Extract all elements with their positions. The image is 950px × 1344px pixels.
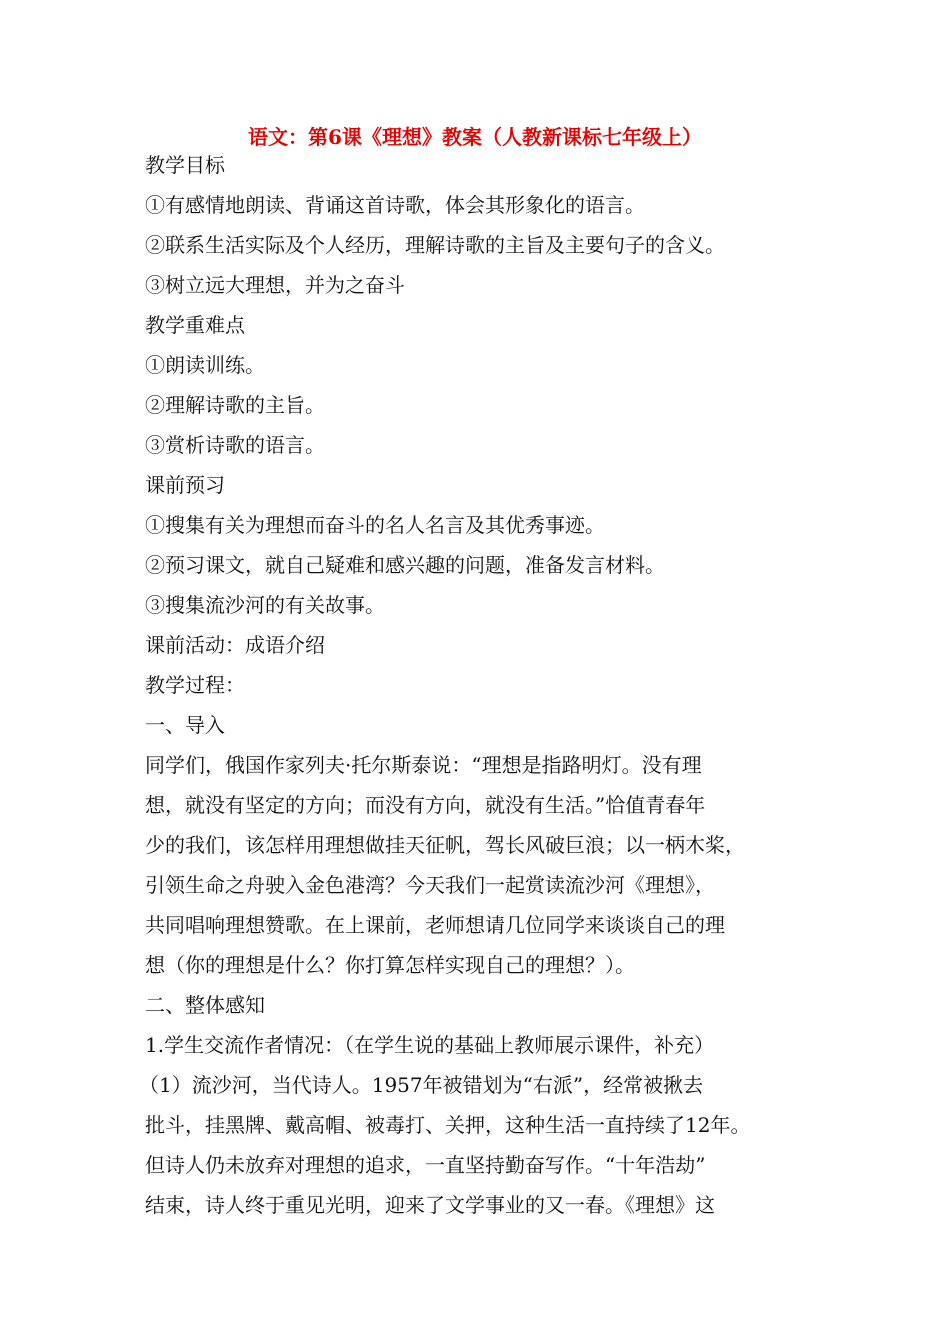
pre-class-activity: 课前活动：成语介绍 <box>145 633 325 657</box>
goal-item-2: ②联系生活实际及个人经历，理解诗歌的主旨及主要句子的含义。 <box>145 233 725 257</box>
heading-key-points: 教学重难点 <box>145 313 245 337</box>
paragraph-line: 但诗人仍未放弃对理想的追求，一直坚持勤奋写作。“十年浩劫” <box>145 1153 706 1177</box>
heading-teaching-process: 教学过程： <box>145 673 245 697</box>
paragraph-line: 少的我们，该怎样用理想做挂天征帆，驾长风破巨浪；以一柄木桨， <box>145 833 745 857</box>
paragraph-line: （1）流沙河，当代诗人。1957年被错划为“右派”，经常被揪去 <box>139 1073 704 1097</box>
goal-item-3: ③树立远大理想，并为之奋斗 <box>145 273 405 297</box>
key-point-item-2: ②理解诗歌的主旨。 <box>145 393 325 417</box>
preview-item-2: ②预习课文，就自己疑难和感兴趣的问题，准备发言材料。 <box>145 553 665 577</box>
goal-item-1: ①有感情地朗读、背诵这首诗歌，体会其形象化的语言。 <box>145 193 645 217</box>
key-point-item-1: ①朗读训练。 <box>145 353 265 377</box>
paragraph-line: 1.学生交流作者情况：（在学生说的基础上教师展示课件，补充） <box>145 1033 715 1057</box>
preview-item-1: ①搜集有关为理想而奋斗的名人名言及其优秀事迹。 <box>145 513 605 537</box>
paragraph-line: 想，就没有坚定的方向；而没有方向，就没有生活。”恰值青春年 <box>145 793 706 817</box>
section-overall-perception: 二、整体感知 <box>145 993 265 1017</box>
key-point-item-3: ③赏析诗歌的语言。 <box>145 433 325 457</box>
paragraph-line: 引领生命之舟驶入金色港湾？今天我们一起赏读流沙河《理想》， <box>145 873 715 897</box>
paragraph-line: 批斗，挂黑牌、戴高帽、被毒打、关押，这种生活一直持续了12年。 <box>145 1113 751 1137</box>
section-introduction: 一、导入 <box>145 713 225 737</box>
heading-preview: 课前预习 <box>145 473 225 497</box>
document-body <box>139 145 815 1225</box>
preview-item-3: ③搜集流沙河的有关故事。 <box>145 593 385 617</box>
paragraph-line: 共同唱响理想赞歌。在上课前，老师想请几位同学来谈谈自己的理 <box>145 913 725 937</box>
document-title: 语文：第6课《理想》教案（人教新课标七年级上） <box>248 125 702 149</box>
paragraph-line: 想（你的理想是什么？你打算怎样实现自己的理想？）。 <box>145 953 635 977</box>
paragraph-line: 同学们，俄国作家列夫·托尔斯泰说：“理想是指路明灯。没有理 <box>145 753 702 777</box>
paragraph-line: 结束，诗人终于重见光明，迎来了文学事业的又一春。《理想》这 <box>145 1193 715 1217</box>
heading-teaching-goals: 教学目标 <box>145 153 225 177</box>
